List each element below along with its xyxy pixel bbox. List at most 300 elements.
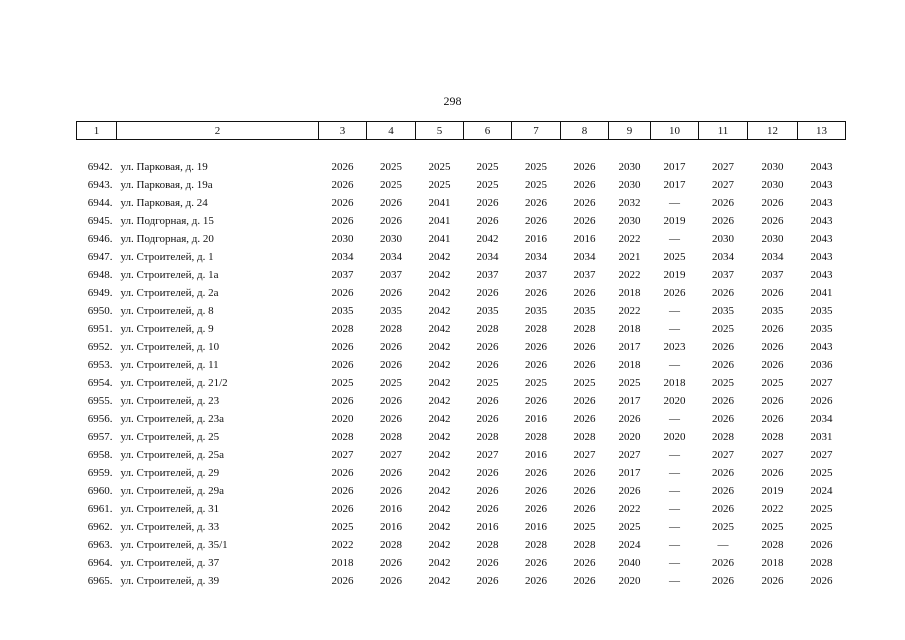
address-cell: ул. Подгорная, д. 20 — [120, 233, 214, 245]
year-cell-col-6: 2025 — [476, 161, 499, 173]
year-cell-col-5: 2042 — [428, 431, 451, 443]
row-number: 6951. — [87, 323, 113, 335]
year-cell-col-5: 2042 — [428, 539, 451, 551]
table-row — [77, 158, 846, 176]
year-cell-col-13: 2026 — [810, 575, 833, 587]
year-cell-col-9: 2018 — [618, 323, 641, 335]
address-cell: ул. Строителей, д. 1 — [120, 251, 214, 263]
year-cell-col-13: 2025 — [810, 467, 833, 479]
year-cell-col-12: 2035 — [761, 305, 784, 317]
year-cell-col-8: 2016 — [573, 233, 596, 245]
year-cell-col-13: 2036 — [810, 359, 833, 371]
year-cell-col-9: 2018 — [618, 359, 641, 371]
address-cell: ул. Парковая, д. 19а — [120, 179, 213, 191]
year-cell-col-13: 2043 — [810, 251, 833, 263]
year-cell-col-13: 2043 — [810, 215, 833, 227]
year-cell-col-12: 2030 — [761, 161, 784, 173]
year-cell-col-13: 2041 — [810, 287, 833, 299]
year-cell-col-5: 2025 — [428, 161, 451, 173]
year-cell-col-10: 2025 — [663, 251, 686, 263]
row-number: 6959. — [87, 467, 113, 479]
year-cell-col-11: 2026 — [712, 287, 734, 299]
year-cell-col-6: 2025 — [476, 377, 499, 389]
address-cell: ул. Строителей, д. 35/1 — [120, 539, 228, 551]
year-cell-col-10: — — [669, 305, 680, 317]
year-cell-col-9: 2030 — [618, 179, 641, 191]
table-row — [77, 194, 846, 212]
year-cell-col-9: 2026 — [618, 485, 641, 497]
year-cell-col-12: 2026 — [761, 395, 784, 407]
year-cell-col-11: 2035 — [712, 305, 734, 317]
year-cell-col-3: 2025 — [331, 377, 354, 389]
year-cell-col-13: 2043 — [810, 269, 833, 281]
year-cell-col-9: 2025 — [618, 377, 641, 389]
year-cell-col-8: 2026 — [573, 179, 596, 191]
year-cell-col-8: 2026 — [573, 161, 596, 173]
row-number: 6945. — [87, 215, 113, 227]
row-number: 6955. — [87, 395, 113, 407]
year-cell-col-10: — — [669, 485, 680, 497]
row-number: 6960. — [87, 485, 113, 497]
year-cell-col-9: 2027 — [618, 449, 641, 461]
year-cell-col-6: 2042 — [476, 233, 499, 245]
year-cell-col-5: 2042 — [428, 467, 451, 479]
year-cell-col-11: 2026 — [712, 197, 734, 209]
year-cell-col-6: 2026 — [476, 467, 499, 479]
header-spacer — [77, 140, 846, 159]
year-cell-col-12: 2034 — [761, 251, 784, 263]
year-cell-col-7: 2026 — [525, 575, 547, 587]
header-row — [77, 122, 846, 140]
row-number: 6942. — [87, 161, 113, 173]
year-cell-col-10: — — [669, 575, 680, 587]
table-row — [77, 302, 846, 320]
year-cell-col-8: 2037 — [573, 269, 596, 281]
year-cell-col-10: — — [669, 233, 680, 245]
year-cell-col-13: 2025 — [810, 521, 833, 533]
column-header-11: 11 — [699, 122, 748, 140]
year-cell-col-5: 2042 — [428, 323, 451, 335]
row-number: 6961. — [87, 503, 113, 515]
row-number: 6962. — [87, 521, 113, 533]
year-cell-col-10: — — [669, 323, 680, 335]
year-cell-col-11: 2026 — [712, 503, 734, 515]
year-cell-col-3: 2026 — [331, 503, 354, 515]
year-cell-col-3: 2026 — [331, 287, 354, 299]
table-row — [77, 338, 846, 356]
table-row — [77, 410, 846, 428]
year-cell-col-7: 2037 — [525, 269, 547, 281]
year-cell-col-4: 2026 — [380, 557, 402, 569]
year-cell-col-13: 2027 — [810, 377, 833, 389]
year-cell-col-5: 2042 — [428, 251, 451, 263]
year-cell-col-10: 2017 — [663, 161, 686, 173]
year-cell-col-10: — — [669, 557, 680, 569]
year-cell-col-12: 2037 — [761, 269, 784, 281]
address-cell: ул. Парковая, д. 19 — [120, 161, 208, 173]
year-cell-col-5: 2042 — [428, 557, 451, 569]
year-cell-col-13: 2027 — [810, 449, 833, 461]
year-cell-col-12: 2026 — [761, 341, 784, 353]
year-cell-col-5: 2042 — [428, 413, 451, 425]
address-cell: ул. Строителей, д. 29а — [120, 485, 224, 497]
year-cell-col-10: 2017 — [663, 179, 686, 191]
year-cell-col-13: 2026 — [810, 539, 833, 551]
year-cell-col-3: 2018 — [331, 557, 354, 569]
year-cell-col-4: 2026 — [380, 359, 402, 371]
year-cell-col-7: 2026 — [525, 197, 547, 209]
column-header-1: 1 — [77, 122, 117, 140]
year-cell-col-4: 2026 — [380, 395, 402, 407]
table-row — [77, 176, 846, 194]
year-cell-col-13: 2026 — [810, 395, 833, 407]
year-cell-col-3: 2026 — [331, 395, 354, 407]
year-cell-col-9: 2022 — [618, 305, 641, 317]
year-cell-col-7: 2026 — [525, 215, 547, 227]
year-cell-col-5: 2042 — [428, 359, 451, 371]
year-cell-col-3: 2028 — [331, 431, 354, 443]
year-cell-col-6: 2026 — [476, 395, 499, 407]
address-cell: ул. Подгорная, д. 15 — [120, 215, 214, 227]
year-cell-col-8: 2026 — [573, 359, 596, 371]
year-cell-col-3: 2026 — [331, 341, 354, 353]
year-cell-col-11: 2026 — [712, 485, 734, 497]
year-cell-col-8: 2025 — [573, 377, 596, 389]
year-cell-col-7: 2025 — [525, 377, 547, 389]
address-cell: ул. Строителей, д. 29 — [120, 467, 220, 479]
year-cell-col-9: 2032 — [618, 197, 641, 209]
year-cell-col-5: 2042 — [428, 287, 451, 299]
year-cell-col-12: 2026 — [761, 413, 784, 425]
year-cell-col-11: 2026 — [712, 341, 734, 353]
year-cell-col-10: — — [669, 539, 680, 551]
year-cell-col-11: 2025 — [712, 521, 734, 533]
table-row — [77, 446, 846, 464]
year-cell-col-4: 2027 — [380, 449, 402, 461]
year-cell-col-9: 2022 — [618, 233, 641, 245]
year-cell-col-3: 2028 — [331, 323, 354, 335]
table-row — [77, 212, 846, 230]
year-cell-col-9: 2030 — [618, 161, 641, 173]
address-cell: ул. Строителей, д. 10 — [120, 341, 220, 353]
year-cell-col-11: 2030 — [712, 233, 734, 245]
year-cell-col-13: 2028 — [810, 557, 833, 569]
year-cell-col-7: 2035 — [525, 305, 547, 317]
year-cell-col-7: 2016 — [525, 413, 547, 425]
address-cell: ул. Строителей, д. 25 — [120, 431, 220, 443]
year-cell-col-6: 2025 — [476, 179, 499, 191]
year-cell-col-12: 2028 — [761, 539, 784, 551]
year-cell-col-5: 2041 — [428, 215, 451, 227]
year-cell-col-6: 2026 — [476, 197, 499, 209]
year-cell-col-10: — — [669, 503, 680, 515]
table-row — [77, 284, 846, 302]
row-number: 6963. — [87, 539, 113, 551]
year-cell-col-11: 2026 — [712, 413, 734, 425]
year-cell-col-4: 2028 — [380, 323, 402, 335]
year-cell-col-7: 2026 — [525, 287, 547, 299]
year-cell-col-7: 2034 — [525, 251, 547, 263]
year-cell-col-9: 2024 — [618, 539, 641, 551]
year-cell-col-7: 2028 — [525, 431, 547, 443]
year-cell-col-12: 2026 — [761, 467, 784, 479]
year-cell-col-9: 2040 — [618, 557, 641, 569]
address-cell: ул. Строителей, д. 23 — [120, 395, 220, 407]
row-number: 6944. — [87, 197, 113, 209]
year-cell-col-9: 2017 — [618, 395, 641, 407]
year-cell-col-11: 2037 — [712, 269, 734, 281]
year-cell-col-5: 2042 — [428, 521, 451, 533]
year-cell-col-8: 2026 — [573, 341, 596, 353]
year-cell-col-12: 2026 — [761, 359, 784, 371]
year-cell-col-7: 2025 — [525, 179, 547, 191]
year-cell-col-3: 2035 — [331, 305, 354, 317]
address-cell: ул. Строителей, д. 31 — [120, 503, 220, 515]
registry-table — [76, 121, 846, 590]
year-cell-col-4: 2026 — [380, 197, 402, 209]
year-cell-col-12: 2028 — [761, 431, 784, 443]
year-cell-col-12: 2025 — [761, 521, 784, 533]
year-cell-col-5: 2042 — [428, 341, 451, 353]
row-number: 6957. — [87, 431, 113, 443]
table-row — [77, 230, 846, 248]
year-cell-col-4: 2025 — [380, 179, 402, 191]
year-cell-col-3: 2027 — [331, 449, 354, 461]
year-cell-col-6: 2026 — [476, 287, 499, 299]
year-cell-col-6: 2026 — [476, 557, 499, 569]
year-cell-col-6: 2026 — [476, 503, 499, 515]
year-cell-col-12: 2026 — [761, 215, 784, 227]
year-cell-col-8: 2026 — [573, 413, 596, 425]
table-row — [77, 554, 846, 572]
year-cell-col-4: 2034 — [380, 251, 402, 263]
year-cell-col-13: 2035 — [810, 323, 833, 335]
year-cell-col-6: 2028 — [476, 431, 499, 443]
year-cell-col-4: 2030 — [380, 233, 402, 245]
table-row — [77, 536, 846, 554]
year-cell-col-9: 2025 — [618, 521, 641, 533]
year-cell-col-6: 2016 — [476, 521, 499, 533]
column-header-3: 3 — [319, 122, 367, 140]
column-header-7: 7 — [512, 122, 561, 140]
year-cell-col-3: 2025 — [331, 521, 354, 533]
address-cell: ул. Строителей, д. 33 — [120, 521, 220, 533]
year-cell-col-7: 2026 — [525, 467, 547, 479]
year-cell-col-9: 2017 — [618, 467, 641, 479]
year-cell-col-3: 2022 — [331, 539, 354, 551]
year-cell-col-12: 2027 — [761, 449, 784, 461]
year-cell-col-6: 2028 — [476, 539, 499, 551]
address-cell: ул. Строителей, д. 37 — [120, 557, 220, 569]
year-cell-col-4: 2025 — [380, 377, 402, 389]
row-number: 6965. — [87, 575, 113, 587]
year-cell-col-12: 2018 — [761, 557, 784, 569]
year-cell-col-7: 2026 — [525, 557, 547, 569]
year-cell-col-11: 2025 — [712, 323, 734, 335]
year-cell-col-11: 2026 — [712, 467, 734, 479]
year-cell-col-12: 2026 — [761, 575, 784, 587]
row-number: 6946. — [87, 233, 113, 245]
year-cell-col-3: 2026 — [331, 467, 354, 479]
year-cell-col-11: 2026 — [712, 215, 734, 227]
row-number: 6964. — [87, 557, 113, 569]
year-cell-col-4: 2035 — [380, 305, 402, 317]
year-cell-col-10: 2023 — [663, 341, 686, 353]
year-cell-col-6: 2027 — [476, 449, 499, 461]
year-cell-col-3: 2037 — [331, 269, 354, 281]
table-row — [77, 428, 846, 446]
table-row — [77, 482, 846, 500]
year-cell-col-8: 2026 — [573, 557, 596, 569]
year-cell-col-3: 2030 — [331, 233, 354, 245]
table-row — [77, 320, 846, 338]
year-cell-col-13: 2043 — [810, 179, 833, 191]
address-cell: ул. Строителей, д. 9 — [120, 323, 214, 335]
year-cell-col-10: — — [669, 413, 680, 425]
column-header-5: 5 — [416, 122, 464, 140]
year-cell-col-3: 2026 — [331, 179, 354, 191]
year-cell-col-5: 2041 — [428, 197, 451, 209]
year-cell-col-11: 2027 — [712, 179, 734, 191]
row-number: 6950. — [87, 305, 113, 317]
year-cell-col-7: 2016 — [525, 233, 547, 245]
year-cell-col-4: 2025 — [380, 161, 402, 173]
year-cell-col-8: 2026 — [573, 467, 596, 479]
year-cell-col-8: 2035 — [573, 305, 596, 317]
address-cell: ул. Строителей, д. 25а — [120, 449, 224, 461]
year-cell-col-13: 2031 — [810, 431, 833, 443]
table-row — [77, 266, 846, 284]
address-cell: ул. Строителей, д. 39 — [120, 575, 220, 587]
year-cell-col-11: 2026 — [712, 359, 734, 371]
year-cell-col-5: 2042 — [428, 395, 451, 407]
year-cell-col-8: 2026 — [573, 575, 596, 587]
year-cell-col-4: 2026 — [380, 575, 402, 587]
year-cell-col-4: 2026 — [380, 287, 402, 299]
year-cell-col-3: 2026 — [331, 161, 354, 173]
year-cell-col-3: 2034 — [331, 251, 354, 263]
year-cell-col-10: — — [669, 521, 680, 533]
year-cell-col-3: 2020 — [331, 413, 354, 425]
year-cell-col-8: 2028 — [573, 323, 596, 335]
address-cell: ул. Строителей, д. 2а — [120, 287, 219, 299]
year-cell-col-8: 2025 — [573, 521, 596, 533]
year-cell-col-6: 2026 — [476, 215, 499, 227]
address-cell: ул. Парковая, д. 24 — [120, 197, 208, 209]
row-number: 6954. — [87, 377, 113, 389]
column-header-10: 10 — [651, 122, 699, 140]
year-cell-col-11: 2034 — [712, 251, 734, 263]
year-cell-col-11: 2026 — [712, 395, 734, 407]
year-cell-col-6: 2035 — [476, 305, 499, 317]
year-cell-col-8: 2026 — [573, 503, 596, 515]
year-cell-col-7: 2016 — [525, 449, 547, 461]
row-number: 6943. — [87, 179, 113, 191]
address-cell: ул. Строителей, д. 23а — [120, 413, 224, 425]
year-cell-col-13: 2025 — [810, 503, 833, 515]
year-cell-col-5: 2042 — [428, 377, 451, 389]
year-cell-col-7: 2026 — [525, 485, 547, 497]
year-cell-col-9: 2022 — [618, 503, 641, 515]
year-cell-col-4: 2028 — [380, 431, 402, 443]
year-cell-col-4: 2026 — [380, 341, 402, 353]
year-cell-col-10: — — [669, 467, 680, 479]
row-number: 6952. — [87, 341, 113, 353]
year-cell-col-10: — — [669, 197, 680, 209]
year-cell-col-3: 2026 — [331, 197, 354, 209]
year-cell-col-10: — — [669, 359, 680, 371]
year-cell-col-7: 2028 — [525, 539, 547, 551]
year-cell-col-5: 2042 — [428, 449, 451, 461]
year-cell-col-5: 2042 — [428, 503, 451, 515]
year-cell-col-9: 2021 — [618, 251, 641, 263]
year-cell-col-3: 2026 — [331, 575, 354, 587]
year-cell-col-6: 2026 — [476, 359, 499, 371]
spacer-cell — [77, 140, 846, 159]
year-cell-col-13: 2034 — [810, 413, 833, 425]
year-cell-col-8: 2026 — [573, 485, 596, 497]
table-row — [77, 356, 846, 374]
year-cell-col-5: 2042 — [428, 305, 451, 317]
column-header-13: 13 — [798, 122, 846, 140]
column-header-9: 9 — [609, 122, 651, 140]
year-cell-col-11: 2027 — [712, 449, 734, 461]
year-cell-col-5: 2041 — [428, 233, 451, 245]
year-cell-col-8: 2027 — [573, 449, 596, 461]
year-cell-col-11: 2026 — [712, 557, 734, 569]
address-cell: ул. Строителей, д. 8 — [120, 305, 214, 317]
year-cell-col-5: 2042 — [428, 269, 451, 281]
year-cell-col-12: 2025 — [761, 377, 784, 389]
table-row — [77, 500, 846, 518]
year-cell-col-7: 2026 — [525, 341, 547, 353]
year-cell-col-13: 2043 — [810, 233, 833, 245]
year-cell-col-11: 2025 — [712, 377, 734, 389]
year-cell-col-3: 2026 — [331, 215, 354, 227]
year-cell-col-12: 2026 — [761, 287, 784, 299]
year-cell-col-6: 2026 — [476, 485, 499, 497]
year-cell-col-6: 2026 — [476, 413, 499, 425]
row-number: 6953. — [87, 359, 113, 371]
year-cell-col-6: 2026 — [476, 575, 499, 587]
year-cell-col-7: 2026 — [525, 503, 547, 515]
year-cell-col-6: 2037 — [476, 269, 499, 281]
row-number: 6948. — [87, 269, 113, 281]
year-cell-col-7: 2026 — [525, 359, 547, 371]
year-cell-col-8: 2034 — [573, 251, 596, 263]
year-cell-col-8: 2026 — [573, 197, 596, 209]
year-cell-col-11: — — [717, 539, 729, 551]
table-body — [77, 140, 846, 591]
year-cell-col-13: 2043 — [810, 161, 833, 173]
year-cell-col-8: 2026 — [573, 215, 596, 227]
year-cell-col-12: 2026 — [761, 197, 784, 209]
year-cell-col-9: 2030 — [618, 215, 641, 227]
year-cell-col-11: 2026 — [712, 575, 734, 587]
year-cell-col-4: 2028 — [380, 539, 402, 551]
year-cell-col-11: 2027 — [712, 161, 734, 173]
year-cell-col-9: 2022 — [618, 269, 641, 281]
year-cell-col-7: 2028 — [525, 323, 547, 335]
year-cell-col-4: 2026 — [380, 413, 402, 425]
address-cell: ул. Строителей, д. 21/2 — [120, 377, 228, 389]
table-row — [77, 248, 846, 266]
year-cell-col-6: 2026 — [476, 341, 499, 353]
address-cell: ул. Строителей, д. 1а — [120, 269, 219, 281]
year-cell-col-4: 2016 — [380, 521, 402, 533]
year-cell-col-5: 2042 — [428, 485, 451, 497]
row-number: 6947. — [87, 251, 113, 263]
